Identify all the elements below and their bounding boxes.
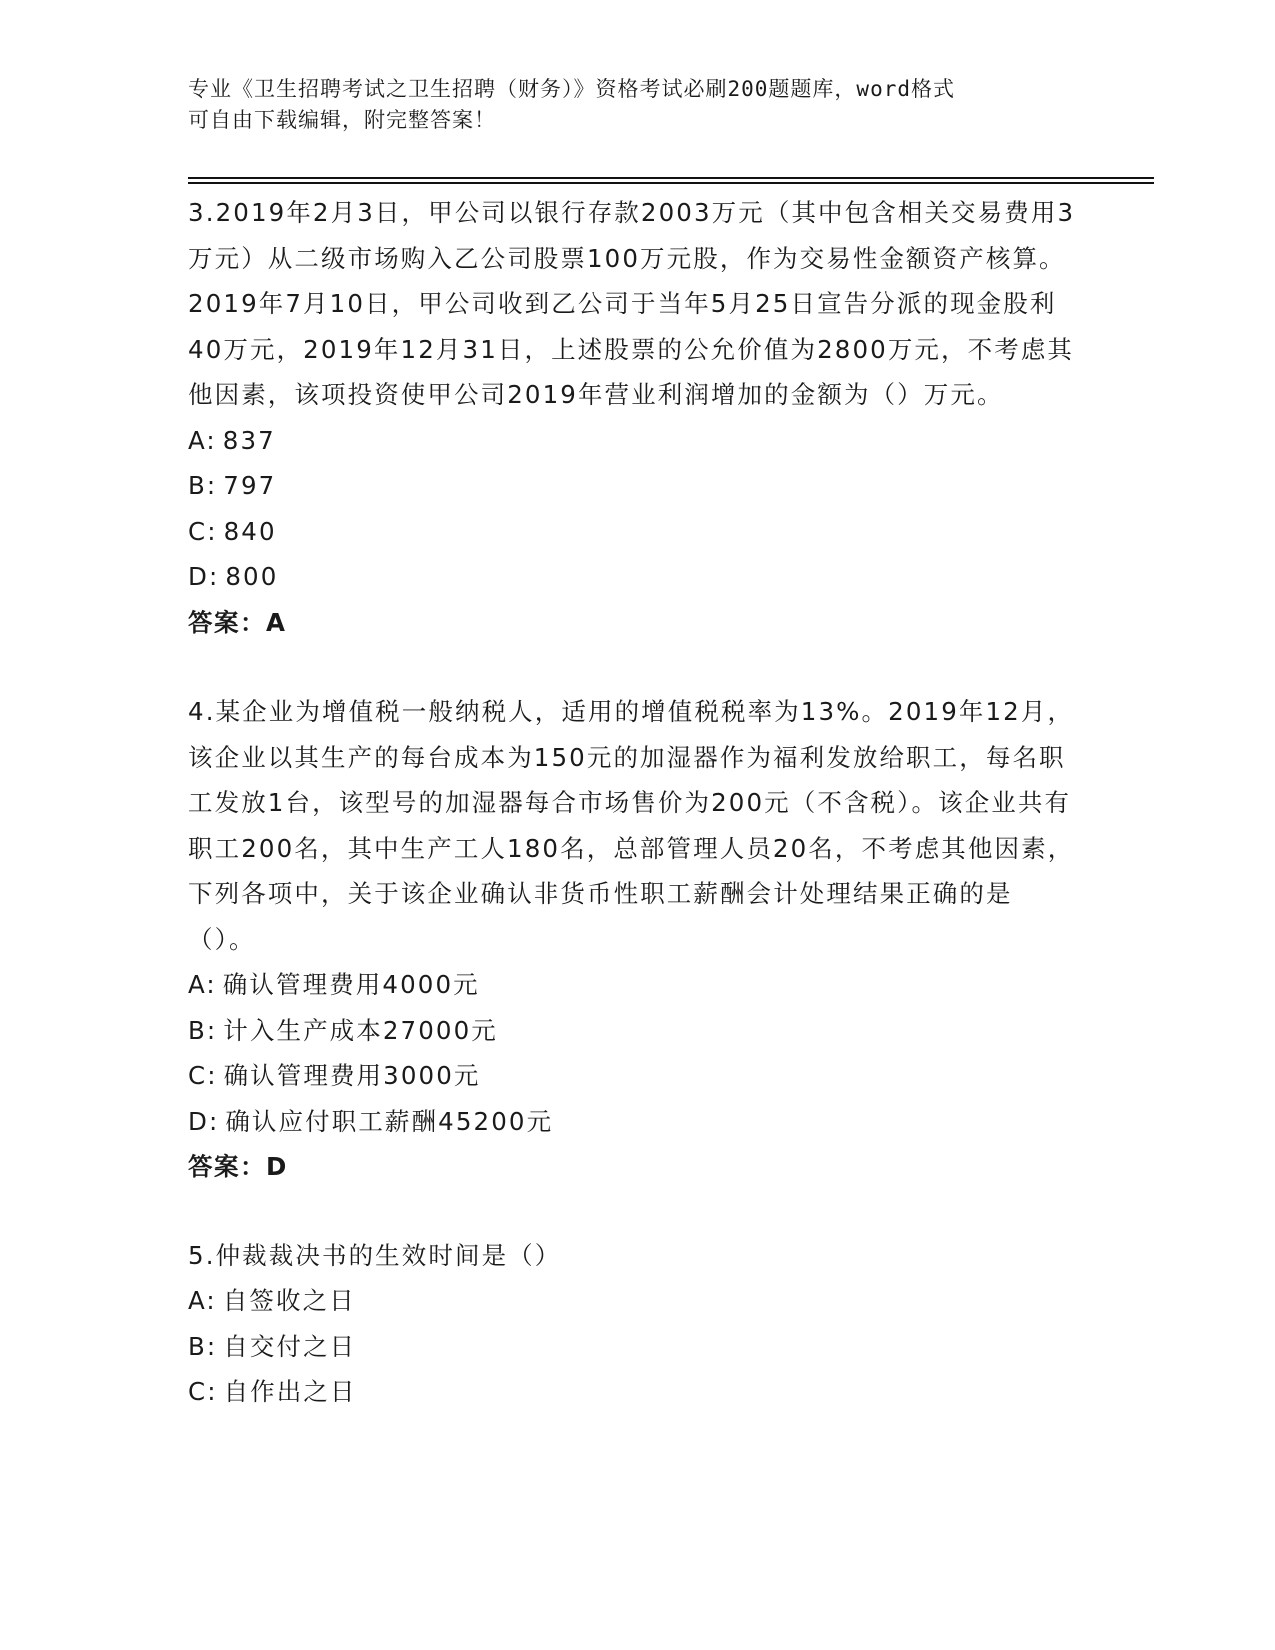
option-a bbox=[188, 962, 1078, 1008]
option-key: A: bbox=[188, 425, 217, 455]
option-c bbox=[188, 1053, 1078, 1099]
option-key: C: bbox=[188, 1377, 218, 1406]
question-stem: 5.仲裁裁决书的生效时间是（） bbox=[188, 1240, 562, 1270]
option-b bbox=[188, 1008, 1078, 1054]
option-d bbox=[188, 1099, 1078, 1145]
option-a bbox=[188, 418, 1078, 464]
option-text: 自签收之日 bbox=[222, 1286, 356, 1315]
option-key: B: bbox=[188, 471, 218, 500]
option-key: C: bbox=[188, 1061, 218, 1090]
question-spacer bbox=[188, 1190, 1078, 1233]
question-spacer bbox=[188, 645, 1078, 689]
option-text: 计入生产成本27000元 bbox=[223, 1015, 498, 1045]
question-3 bbox=[188, 190, 1078, 645]
header-divider-top bbox=[188, 177, 1154, 179]
option-key: A: bbox=[188, 1286, 217, 1315]
option-key: B: bbox=[188, 1331, 218, 1361]
header-line-2: 可自由下载编辑，附完整答案！ bbox=[188, 108, 496, 132]
question-4 bbox=[188, 689, 1078, 1190]
option-c bbox=[188, 509, 1078, 555]
document-header bbox=[188, 74, 1068, 136]
option-b bbox=[188, 463, 1078, 509]
answer-line: 答案：A bbox=[188, 607, 287, 637]
answer-line: 答案：D bbox=[188, 1152, 288, 1181]
option-text: 837 bbox=[222, 425, 276, 455]
option-text: 800 bbox=[225, 562, 279, 591]
option-text: 自作出之日 bbox=[223, 1377, 357, 1406]
option-text: 确认应付职工薪酬45200元 bbox=[225, 1106, 554, 1136]
option-d bbox=[188, 554, 1078, 600]
option-key: D: bbox=[188, 562, 220, 591]
question-stem: 3.2019年2月3日，甲公司以银行存款2003万元（其中包含相关交易费用3万元）从二级市场购入乙公司股票100万元股，作为交易性金额资产核算。2019年7月10日，甲公司收到乙公司于当年5月25日宣告分派的现金股利40万元，2019年12月31日，上述股票的公允价值为2800万元，不考虑其他因素，该项投资使甲公司2019年营业利润增加的金额为（）万元。 bbox=[188, 198, 1076, 409]
option-text: 自交付之日 bbox=[223, 1331, 357, 1361]
option-text: 840 bbox=[223, 516, 277, 546]
option-text: 确认管理费用4000元 bbox=[222, 970, 480, 999]
question-5 bbox=[188, 1233, 1078, 1415]
question-list bbox=[188, 190, 1078, 1415]
question-stem: 4.某企业为增值税一般纳税人，适用的增值税税率为13%。2019年12月，该企业以其生产的每台成本为150元的加湿器作为福利发放给职工，每名职工发放1台，该型号的加湿器每合市场售价为200元（不含税）。该企业共有职工200名，其中生产工人180名，总部管理人员20名，不考虑其他因素，下列各项中，关于该企业确认非货币性职工薪酬会计处理结果正确的是（）。 bbox=[188, 697, 1075, 954]
option-key: B: bbox=[188, 1015, 218, 1045]
option-text: 确认管理费用3000元 bbox=[223, 1061, 481, 1090]
option-b bbox=[188, 1324, 1078, 1370]
header-divider-bottom bbox=[188, 182, 1154, 184]
option-text: 797 bbox=[223, 471, 277, 500]
option-c bbox=[188, 1369, 1078, 1415]
option-key: A: bbox=[188, 970, 217, 999]
header-line-1: 专业《卫生招聘考试之卫生招聘（财务）》资格考试必刷200题题库，word格式 bbox=[188, 77, 955, 101]
option-key: D: bbox=[188, 1106, 220, 1136]
option-a bbox=[188, 1278, 1078, 1324]
option-key: C: bbox=[188, 516, 218, 546]
